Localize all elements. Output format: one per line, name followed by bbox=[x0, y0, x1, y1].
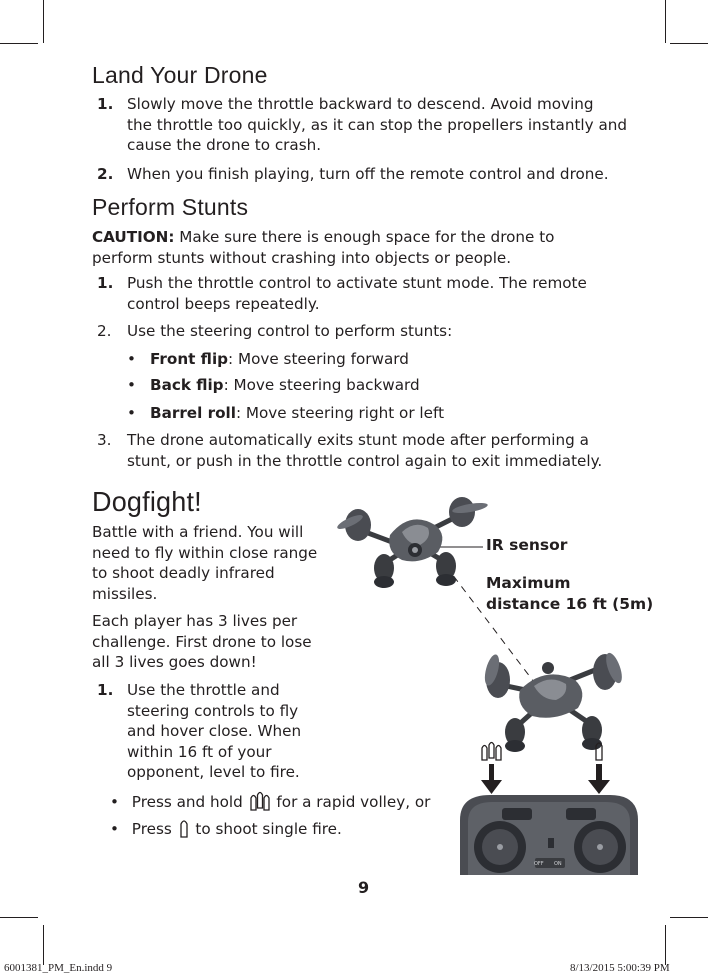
text-line: need to fly within close range bbox=[92, 543, 318, 562]
crop-mark bbox=[665, 0, 666, 43]
text-line: Use the throttle and bbox=[127, 681, 280, 699]
step-number: 1. bbox=[97, 681, 114, 699]
range-label-line: distance 16 ft (5m) bbox=[486, 595, 654, 613]
text-line: opponent, level to fire. bbox=[127, 763, 300, 781]
text-line: stunt, or push in the throttle control again to exit immediately. bbox=[127, 451, 603, 470]
stunt-desc: : Move steering right or left bbox=[235, 403, 445, 422]
single-missile-icon bbox=[177, 817, 191, 839]
crop-mark bbox=[0, 43, 38, 44]
caution-label: CAUTION: bbox=[92, 228, 175, 246]
stunt-name: Front flip bbox=[150, 349, 229, 368]
text-line: Use the steering control to perform stunts: bbox=[127, 322, 453, 340]
file-slug: 6001381_PM_En.indd 9 bbox=[4, 962, 113, 974]
step-number: 1. bbox=[97, 95, 114, 113]
land-step-2 bbox=[92, 164, 652, 185]
step-number: 3. bbox=[97, 431, 112, 449]
range-label bbox=[486, 573, 653, 615]
page-number: 9 bbox=[358, 878, 370, 897]
triple-missile-icon bbox=[248, 790, 272, 812]
text-line: Battle with a friend. You will bbox=[92, 523, 304, 541]
arrow-shaft bbox=[489, 764, 494, 782]
text-fragment: for a rapid volley, or bbox=[271, 793, 431, 811]
text-line: all 3 lives goes down! bbox=[92, 653, 257, 671]
crop-mark bbox=[43, 925, 44, 965]
caution-text: Make sure there is enough space for the drone to bbox=[174, 228, 555, 246]
text-line: When you finish playing, turn off the remote control and drone. bbox=[127, 164, 609, 183]
range-label-line: Maximum bbox=[486, 574, 571, 592]
ir-sensor-label: IR sensor bbox=[486, 536, 568, 554]
land-step-1 bbox=[92, 94, 652, 156]
bullet-dot: • bbox=[110, 820, 119, 838]
dogfight-title: Dogfight! bbox=[92, 486, 202, 518]
stunts-title: Perform Stunts bbox=[92, 193, 249, 221]
dogfight-diagram bbox=[320, 490, 650, 875]
stunt-desc: : Move steering forward bbox=[228, 349, 409, 368]
bottom-drone bbox=[482, 651, 625, 752]
step-number: 2. bbox=[97, 164, 114, 183]
text-line: the throttle too quickly, as it can stop the propellers instantly and bbox=[127, 115, 628, 134]
text-line: within 16 ft of your bbox=[127, 742, 272, 761]
bullet-dot: • bbox=[127, 376, 136, 394]
stunt-bullet-back-flip bbox=[92, 375, 652, 396]
text-line: cause the drone to crash. bbox=[127, 136, 322, 154]
stunt-name: Back flip bbox=[150, 376, 224, 394]
text-line: challenge. First drone to lose bbox=[92, 632, 312, 651]
remote-on-label: ON bbox=[554, 861, 562, 867]
remote-off-label: OFF bbox=[534, 861, 544, 867]
text-line: Slowly move the throttle backward to descend. Avoid moving bbox=[127, 95, 594, 113]
single-fire-instruction bbox=[110, 817, 342, 840]
remote-triple-missile-icon bbox=[482, 743, 501, 761]
stunt-bullet-front-flip bbox=[92, 349, 652, 370]
stunts-caution bbox=[92, 227, 652, 268]
crop-mark bbox=[670, 43, 708, 44]
stunt-desc: : Move steering backward bbox=[223, 376, 420, 394]
crop-mark bbox=[670, 917, 708, 918]
text-line: Each player has 3 lives per bbox=[92, 612, 298, 630]
arrow-shaft bbox=[596, 764, 602, 782]
caution-text: perform stunts without crashing into objects or people. bbox=[92, 248, 512, 267]
stunt-bullet-barrel-roll bbox=[92, 403, 652, 424]
stunt-name: Barrel roll bbox=[150, 403, 236, 422]
crop-mark bbox=[0, 917, 38, 918]
text-line: to shoot deadly infrared bbox=[92, 564, 275, 582]
arrow-head bbox=[588, 780, 610, 794]
timestamp-slug: 8/13/2015 5:00:39 PM bbox=[570, 962, 670, 974]
text-line: and hover close. When bbox=[127, 722, 302, 740]
arrow-head bbox=[481, 780, 502, 794]
stunts-steps bbox=[92, 273, 652, 471]
stunts-step-1 bbox=[92, 273, 652, 314]
stunts-step-3 bbox=[92, 430, 652, 471]
step-number: 1. bbox=[97, 274, 114, 292]
step-number: 2. bbox=[97, 322, 112, 340]
crop-mark bbox=[665, 925, 666, 965]
crop-mark bbox=[43, 0, 44, 43]
text-fragment: Press bbox=[131, 820, 177, 838]
text-line: Push the throttle control to activate stunt mode. The remote bbox=[127, 274, 587, 292]
step-item bbox=[92, 680, 332, 783]
text-line: control beeps repeatedly. bbox=[127, 294, 320, 313]
top-drone bbox=[336, 497, 489, 588]
bullet-dot: • bbox=[127, 403, 136, 422]
dogfight-step-1 bbox=[92, 680, 332, 783]
text-line: missiles. bbox=[92, 584, 158, 603]
stunts-step-2 bbox=[92, 321, 652, 342]
text-fragment: to shoot single fire. bbox=[190, 820, 342, 838]
text-fragment: Press and hold bbox=[131, 793, 248, 811]
bullet-dot: • bbox=[127, 349, 136, 368]
remote-control bbox=[460, 795, 638, 875]
dogfight-intro bbox=[92, 522, 332, 604]
text-line: The drone automatically exits stunt mode after performing a bbox=[127, 431, 589, 449]
bullet-dot: • bbox=[110, 793, 119, 811]
dogfight-lives bbox=[92, 611, 332, 673]
land-steps bbox=[92, 94, 652, 184]
land-title: Land Your Drone bbox=[92, 61, 268, 89]
text-line: steering controls to fly bbox=[127, 701, 299, 720]
